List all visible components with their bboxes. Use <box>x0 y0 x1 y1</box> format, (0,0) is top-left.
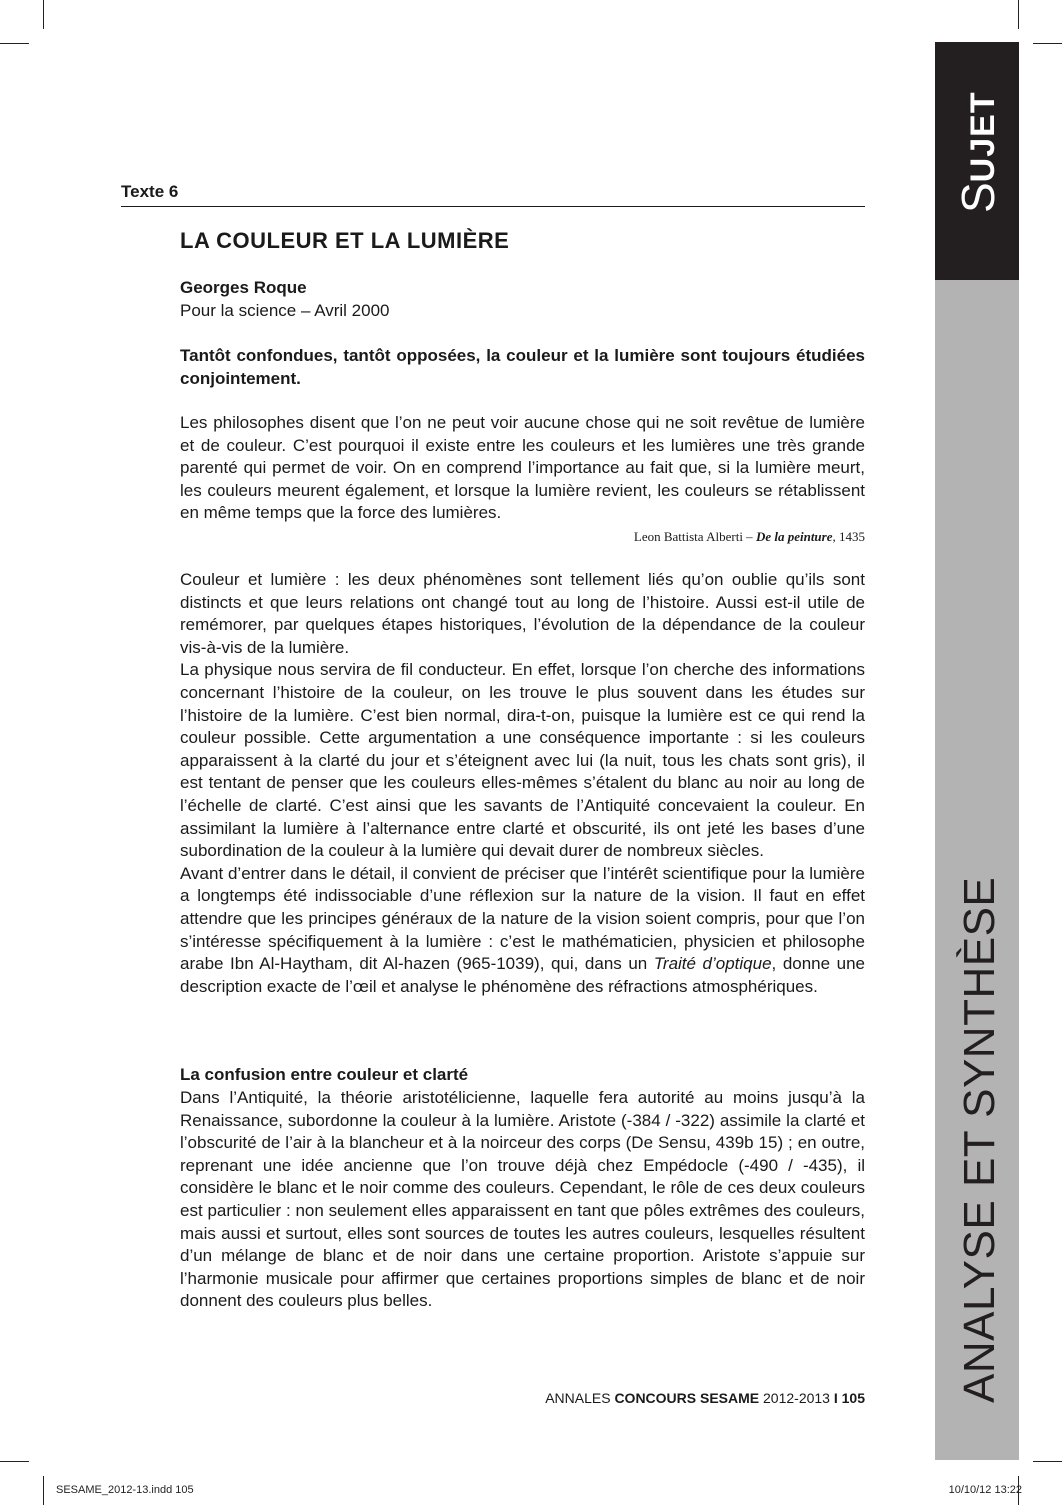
crop-mark <box>1033 43 1062 44</box>
footer-separator: I <box>833 1390 838 1406</box>
sidebar-section-label: ANALYSE ET SYNTHÈSE <box>955 876 1004 1403</box>
paragraph <box>180 863 865 999</box>
paragraph-text: , donne une description exacte de l’œil et analyse le phénomène des réfractions atmosphériques. <box>180 954 865 996</box>
crop-mark <box>43 0 44 29</box>
page-title: LA COULEUR ET LA LUMIÈRE <box>180 228 510 253</box>
paragraph: La physique nous servira de fil conducteur. En effet, lorsque l’on cherche des informations concernant l’histoire de la couleur, on les trouve le plus souvent dans les études sur l’histoire de la lumière. C’est bien normal, dira-t-on, puisque la lumière est ce qui rend la couleur possible. Cette argumentation a une conséquence importante : si les couleurs apparaissent à la clarté du jour et s’éteignent avec lui (la nuit, tous les chats sont gris), il est tentant de penser que les couleurs elles-mêmes s’étalent du blanc au noir au long de l’échelle de clarté. C’est ainsi que les savants de l’Antiquité concevaient la couleur. En assimilant la lumière à l’alternance entre clarté et obscurité, ils ont jeté les bases d’une subordination de la couleur à la lumière qui devait durer de nombreux siècles. <box>180 660 865 861</box>
paragraph: Dans l’Antiquité, la théorie aristotélicienne, laquelle fera autorité au moins jusqu’à la Renaissance, subordonne la couleur à la lumière. Aristote (-384 / -322) assimile la clarté et l’obscurité de l’air à la blancheur et à la noirceur des corps (De Sensu, 439b 15) ; en outre, reprenant une idée ancienne que l’on trouve déjà chez Empédocle (-490 / -435), il considère le blanc et le noir comme des couleurs. Cependant, le rôle de ces deux couleurs est particulier : non seulement elles apparaissent en tant que pôles extrêmes des couleurs, mais aussi et surtout, elles sont sources de toutes les autres couleurs, lesquelles résultent d’un mélange de blanc et de noir dans une certaine proportion. Aristote s’appuie sur l’harmonie musicale pour affirmer que certaines proportions simples de blanc et de noir donnent des couleurs plus belles. <box>180 1088 865 1311</box>
attribution-year: , 1435 <box>832 529 865 544</box>
footer-prefix: ANNALES <box>545 1390 615 1406</box>
footer-brand: CONCOURS SESAME <box>614 1390 760 1406</box>
article-source: Pour la science – Avril 2000 <box>180 301 390 320</box>
crop-mark <box>1018 0 1019 29</box>
sidebar-tab-rest: UJET <box>964 91 1002 183</box>
paragraph: Couleur et lumière : les deux phénomènes sont tellement liés qu’on oublie qu’ils sont distincts et que leurs relations ont changé tout au long de l’histoire. Aussi est-il utile de remémorer, par quelques étapes historiques, l’évolution de la dépendance de la couleur vis-à-vis de la lumière. <box>180 570 865 657</box>
crop-mark <box>43 1476 44 1505</box>
print-slug-file: SESAME_2012-13.indd 105 <box>56 1484 194 1496</box>
paragraph-text: Avant d’entrer dans le détail, il convient de préciser que l’intérêt scientifique pour la lumière a longtemps été indissociable d’une réflexion sur la nature de la vision. Il faut en effet attendre que les principes généraux de la nature de la vision soient compris, pour que l’on s’intéresse spécifiquement à la lumière : c’est le mathématicien, physicien et philosophe arabe Ibn Al-Haytham, dit Al-hazen (965-1039), qui, dans un <box>180 863 865 974</box>
book-title: Traité d’optique <box>653 954 772 974</box>
attribution-work: De la peinture <box>755 529 833 544</box>
article-body-intro <box>180 569 865 998</box>
crop-mark <box>0 43 29 44</box>
sidebar-tab-initial: S <box>952 182 1004 213</box>
page-footer <box>545 1390 865 1406</box>
text-number-label: Texte 6 <box>121 182 179 201</box>
section-subheading: La confusion entre couleur et clarté <box>180 1065 469 1084</box>
article-chapo: Tantôt confondues, tantôt opposées, la couleur et la lumière sont toujours étudiées conjointement. <box>180 346 865 388</box>
sidebar-tab-label <box>952 91 1006 213</box>
crop-mark <box>0 1461 29 1462</box>
article-author: Georges Roque <box>180 278 307 297</box>
epigraph-attribution <box>180 529 865 545</box>
epigraph-quote: Les philosophes disent que l’on ne peut voir aucune chose qui ne soit revêtue de lumière et de couleur. C’est pourquoi il existe entre les couleurs et les lumières une très grande parenté qui permet de voir. On en comprend l’importance au fait que, si la lumière meurt, les couleurs meurent également, et lorsque la lumière revient, les couleurs se rétablissent en même temps que la force des lumières. <box>180 413 865 523</box>
page-number: 105 <box>837 1390 865 1406</box>
attribution-author: Leon Battista Alberti – <box>633 529 756 544</box>
crop-mark <box>1033 1461 1062 1462</box>
header-divider <box>121 206 865 207</box>
print-slug-datetime: 10/10/12 13:22 <box>948 1484 1022 1496</box>
footer-year: 2012-2013 <box>759 1390 834 1406</box>
